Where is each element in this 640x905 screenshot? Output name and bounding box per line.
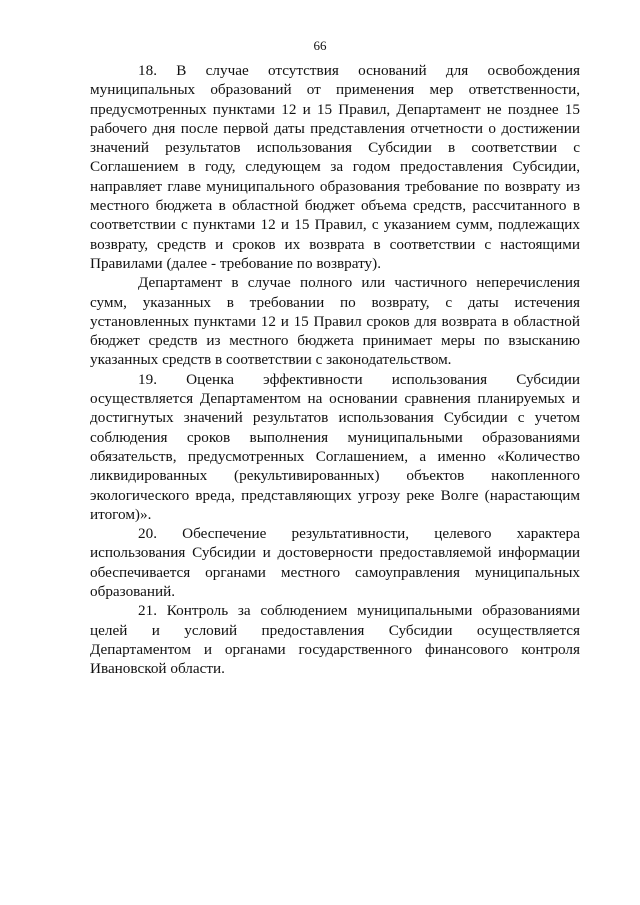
paragraph-20: 20. Обеспечение результативности, целевого характера использования Субсидии и достоверности предоставляемой информации обеспечивается органами местного самоуправления муниципальных образований. (90, 525, 580, 601)
paragraph-21: 21. Контроль за соблюдением муниципальными образованиями целей и условий предоставления Субсидии осуществляется Департаментом и органами государственного финансового контроля Ивановской области. (90, 602, 580, 678)
paragraph-19: 19. Оценка эффективности использования Субсидии осуществляется Департаментом на основании сравнения планируемых и достигнутых значений результатов использования Субсидии с учетом соблюдения сроков выполнения муниципальными образованиями обязательств, предусмотренных Соглашением, а именно «Количество ликвидированных (рекультивированных) объектов накопленного экологического вреда, представляющих угрозу реке Волге (нарастающим итогом)». (90, 370, 580, 523)
document-body (90, 61, 580, 679)
page-number: 66 (313, 38, 327, 53)
paragraph-18: 18. В случае отсутствия оснований для освобождения муниципальных образований от применения мер ответственности, предусмотренных пунктами 12 и 15 Правил, Департамент не позднее 15 рабочего дня после первой даты представления отчетности о достижении значений результатов использования Субсидии в соответствии с Соглашением в году, следующем за годом предоставления Субсидии, направляет главе муниципального образования требование по возврату из местного бюджета в областной бюджет объема средств, рассчитанного в соответствии с пунктами 12 и 15 Правил, с указанием сумм, подлежащих возврату, средств и сроков их возврата в соответствии с настоящими Правилами (далее - требование по возврату). (90, 62, 580, 272)
paragraph-department-recovery: Департамент в случае полного или частичного неперечисления сумм, указанных в требовании по возврату, с даты истечения установленных пунктами 12 и 15 Правил сроков для возврата в областной бюджет средств из местного бюджета принимает меры по взысканию указанных средств в соответствии с законодательством. (90, 274, 580, 369)
